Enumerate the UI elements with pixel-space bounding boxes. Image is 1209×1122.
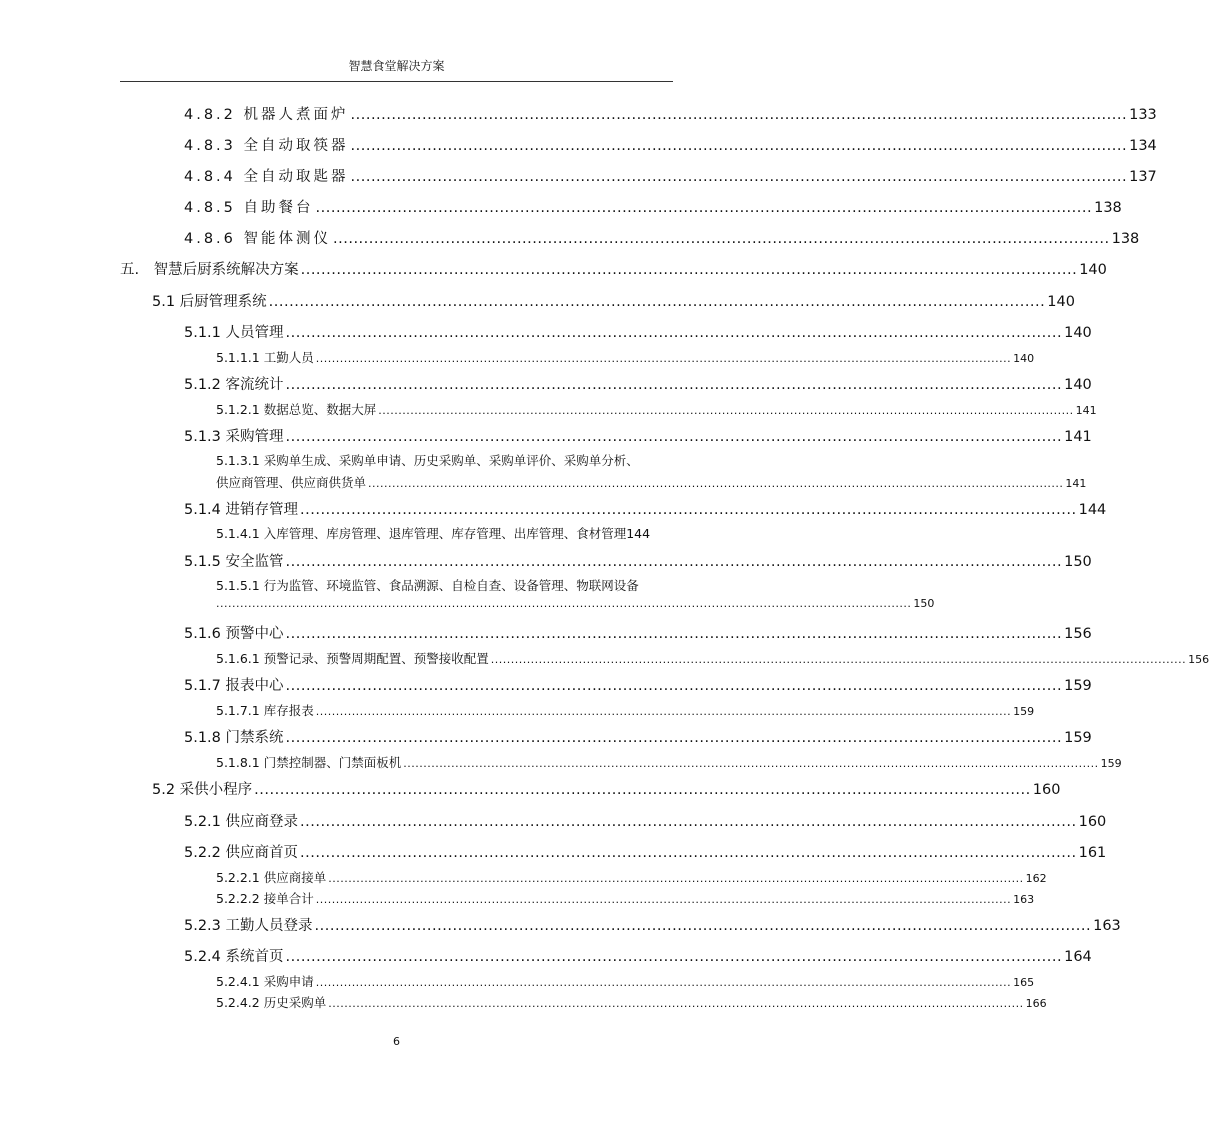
toc-entry-page: 159: [1064, 730, 1092, 746]
toc-leader-dots: ..............................................................................................................................................................................: [328, 997, 1024, 1010]
toc-entry-page: 159: [1064, 678, 1092, 694]
toc-leader-dots: ........................................................................................................................................................: [300, 845, 1077, 861]
toc-leader-dots: ..............................................................................................................................................................................: [403, 757, 1099, 770]
toc-leader-dots: ........................................................................................................................................................: [314, 918, 1092, 934]
toc-leader-dots: ........................................................................................................................................................: [268, 294, 1046, 310]
toc-entry-page: 156: [1064, 626, 1092, 642]
toc-leader-dots: ........................................................................................................................................................: [350, 169, 1128, 185]
toc-entry-label: 5.2.1 供应商登录: [184, 814, 299, 830]
toc-entry-label: 5.2.4.2 历史采购单: [216, 995, 327, 1010]
toc-entry-page: 160: [1078, 814, 1107, 830]
toc-entry-4-8-6[interactable]: [184, 227, 1140, 248]
toc-entry-label: 4.8.2 机器人煮面炉: [184, 107, 349, 123]
toc-entry-page: 163: [1093, 918, 1121, 934]
toc-entry-4-8-5[interactable]: [184, 196, 1122, 217]
toc-entry-page: 140: [1079, 262, 1107, 278]
toc-entry-5-2-4-1[interactable]: [216, 972, 1035, 990]
toc-entry-label: 5.1.6 预警中心: [184, 626, 284, 642]
toc-entry-page: 144: [626, 526, 651, 541]
toc-entry-page: 166: [1025, 997, 1047, 1010]
toc-entry-label: 5.1.2 客流统计: [184, 377, 284, 393]
toc-entry-label: 4.8.5 自助餐台: [184, 200, 314, 216]
toc-leader-dots: ........................................................................................................................................................: [333, 231, 1110, 247]
toc-leader-dots: ........................................................................................................................................................: [350, 107, 1128, 123]
toc-entry-page: 161: [1078, 845, 1107, 861]
toc-entry-page: 141: [1065, 477, 1087, 490]
toc-entry-5-1-1[interactable]: [184, 321, 1092, 342]
toc-entry-page: 150: [913, 597, 935, 610]
toc-leader-dots: ..............................................................................................................................................................................: [315, 976, 1012, 989]
toc-entry-page: 140: [1064, 377, 1092, 393]
page-number: 6: [393, 1035, 400, 1048]
toc-entry-5-2-2-1[interactable]: [216, 868, 1047, 886]
toc-entry-label: 5.1.1.1 工勤人员: [216, 350, 314, 365]
toc-leader-dots: ........................................................................................................................................................: [300, 502, 1077, 518]
toc-entry-label: 供应商管理、供应商供货单: [216, 475, 367, 490]
toc-entry-5-2-4-2[interactable]: [216, 993, 1047, 1011]
toc-leader-dots: ..............................................................................................................................................................................: [368, 477, 1064, 490]
toc-entry-5-2-3[interactable]: [184, 914, 1121, 935]
toc-entry-5-2-4[interactable]: [184, 945, 1092, 966]
toc-leader-dots: ........................................................................................................................................................: [285, 325, 1063, 341]
toc-entry-4-8-2[interactable]: [184, 103, 1157, 124]
toc-entry-5-2-2[interactable]: [184, 841, 1107, 862]
toc-leader-dots: ........................................................................................................................................................: [315, 200, 1093, 216]
toc-entry-page: 159: [1013, 705, 1035, 718]
toc-entry-5-1[interactable]: [152, 290, 1075, 311]
toc-entry-page: 138: [1111, 231, 1140, 247]
toc-entry-label: 5.2.3 工勤人员登录: [184, 918, 313, 934]
toc-leader-dots: ........................................................................................................................................................: [254, 782, 1031, 798]
toc-leader-dots: ........................................................................................................................................................: [350, 138, 1128, 154]
toc-entry-5-1-6[interactable]: [184, 622, 1092, 643]
toc-entry-label: 5.2 采供小程序: [152, 782, 253, 798]
toc-entry-5-1-8[interactable]: [184, 726, 1092, 747]
toc-entry-page: 141: [1075, 404, 1097, 417]
toc-entry-5-1-5-1[interactable]: [216, 597, 935, 610]
toc-entry-page: 134: [1129, 138, 1157, 154]
toc-leader-dots: ........................................................................................................................................................: [285, 678, 1063, 694]
toc-entry-5-2[interactable]: [152, 778, 1061, 799]
page-header-title: 智慧食堂解决方案: [348, 59, 445, 73]
toc-leader-dots: ........................................................................................................................................................: [285, 377, 1063, 393]
toc-entry-label: 5.1.7 报表中心: [184, 678, 284, 694]
toc-leader-dots: ..............................................................................................................................................................................: [315, 352, 1012, 365]
toc-entry-5-1-3[interactable]: [184, 425, 1092, 446]
toc-entry-page: 138: [1094, 200, 1122, 216]
toc-leader-dots: ........................................................................................................................................................: [285, 626, 1063, 642]
toc-leader-dots: ........................................................................................................................................................: [300, 262, 1078, 278]
toc-entry-label: 5.2.2.2 接单合计: [216, 891, 314, 906]
toc-leader-dots: ........................................................................................................................................................: [285, 554, 1063, 570]
toc-entry-page: 133: [1129, 107, 1157, 123]
toc-entry-5-2-1[interactable]: [184, 810, 1107, 831]
toc-entry-page: 164: [1064, 949, 1092, 965]
toc-leader-dots: ........................................................................................................................................................: [300, 814, 1077, 830]
toc-entry-label: 5.1.2.1 数据总览、数据大屏: [216, 402, 377, 417]
toc-entry-label: 五. 智慧后厨系统解决方案: [120, 262, 299, 278]
toc-entry-5-1-6-1[interactable]: [216, 649, 1209, 667]
toc-entry-5-1-3-1[interactable]: [216, 473, 1087, 491]
toc-entry-page: 150: [1064, 554, 1092, 570]
toc-entry-label: 5.2.2 供应商首页: [184, 845, 299, 861]
toc-leader-dots: ..............................................................................................................................................................................: [315, 893, 1012, 906]
toc-entry-page: 137: [1129, 169, 1157, 185]
toc-entry-label: 4.8.6 智能体测仪: [184, 231, 332, 247]
toc-entry-label: 5.2.2.1 供应商接单: [216, 870, 327, 885]
header-divider: [120, 81, 673, 82]
toc-entry-label: 5.1.8.1 门禁控制器、门禁面板机: [216, 755, 402, 770]
toc-entry-5-1-1-1[interactable]: [216, 348, 1035, 366]
toc-entry-label: 5.1.6.1 预警记录、预警周期配置、预警接收配置: [216, 651, 489, 666]
toc-entry-label: 4.8.3 全自动取筷器: [184, 138, 349, 154]
toc-entry-page: 140: [1064, 325, 1092, 341]
toc-entry-label: 4.8.4 全自动取匙器: [184, 169, 349, 185]
toc-entry-page: 156: [1188, 653, 1209, 666]
toc-entry-label: 5.1.4 进销存管理: [184, 502, 299, 518]
toc-entry-label: 5.1.3 采购管理: [184, 429, 284, 445]
toc-entry-label: 5.2.4 系统首页: [184, 949, 284, 965]
toc-entry-5-1-4-1[interactable]: [216, 524, 686, 542]
toc-leader-dots: ..............................................................................................................................................................................: [328, 872, 1024, 885]
toc-entry-4-8-3[interactable]: [184, 134, 1157, 155]
toc-entry-5-1-4[interactable]: [184, 498, 1107, 519]
toc-entry-5-1-2-1[interactable]: [216, 400, 1097, 418]
toc-entry-page: 163: [1013, 893, 1035, 906]
toc-entry-5-2-2-2[interactable]: [216, 889, 1035, 907]
toc-entry-5-1-5[interactable]: [184, 550, 1092, 571]
toc-entry-label: 5.1.5 安全监管: [184, 554, 284, 570]
toc-entry-page: 160: [1032, 782, 1061, 798]
toc-leader-dots: ..............................................................................................................................................................................: [315, 705, 1012, 718]
toc-entry-page: 141: [1064, 429, 1092, 445]
toc-entry-5-1-3-1-line1[interactable]: 5.1.3.1 采购单生成、采购单申请、历史采购单、采购单评价、采购单分析、: [216, 453, 639, 468]
toc-entry-page: 140: [1013, 352, 1035, 365]
toc-entry-page: 159: [1100, 757, 1122, 770]
toc-entry-5-1-8-1[interactable]: [216, 753, 1122, 771]
toc-entry-label: 5.2.4.1 采购申请: [216, 974, 314, 989]
toc-entry-label: 5.1.1 人员管理: [184, 325, 284, 341]
toc-leader-dots: ........................................................................................................................................................: [285, 429, 1063, 445]
toc-entry-label: 5.1.4.1 入库管理、库房管理、退库管理、库存管理、出库管理、食材管理: [216, 526, 627, 541]
toc-leader-dots: ........................................................................................................................................................: [285, 949, 1063, 965]
toc-entry-5-1-5-1-line1[interactable]: 5.1.5.1 行为监管、环境监管、食品溯源、自检自查、设备管理、物联网设备: [216, 578, 639, 593]
toc-entry-5-1-7[interactable]: [184, 674, 1092, 695]
toc-entry-5-1-7-1[interactable]: [216, 701, 1035, 719]
toc-leader-dots: ........................................................................................................................................................: [285, 730, 1063, 746]
toc-entry-chapter-5[interactable]: [120, 258, 1107, 279]
toc-entry-5-1-2[interactable]: [184, 373, 1092, 394]
toc-entry-page: 144: [1078, 502, 1107, 518]
toc-entry-label: 5.1.8 门禁系统: [184, 730, 284, 746]
toc-entry-page: 162: [1025, 872, 1047, 885]
toc-entry-label: 5.1 后厨管理系统: [152, 294, 267, 310]
toc-entry-4-8-4[interactable]: [184, 165, 1157, 186]
toc-leader-dots: ..............................................................................................................................................................................: [490, 653, 1187, 666]
toc-entry-page: 140: [1047, 294, 1075, 310]
toc-leader-dots: ..............................................................................................................................................................................: [216, 597, 912, 610]
toc-entry-page: 165: [1013, 976, 1035, 989]
toc-entry-label: 5.1.7.1 库存报表: [216, 703, 314, 718]
toc-leader-dots: ..............................................................................................................................................................................: [378, 404, 1074, 417]
